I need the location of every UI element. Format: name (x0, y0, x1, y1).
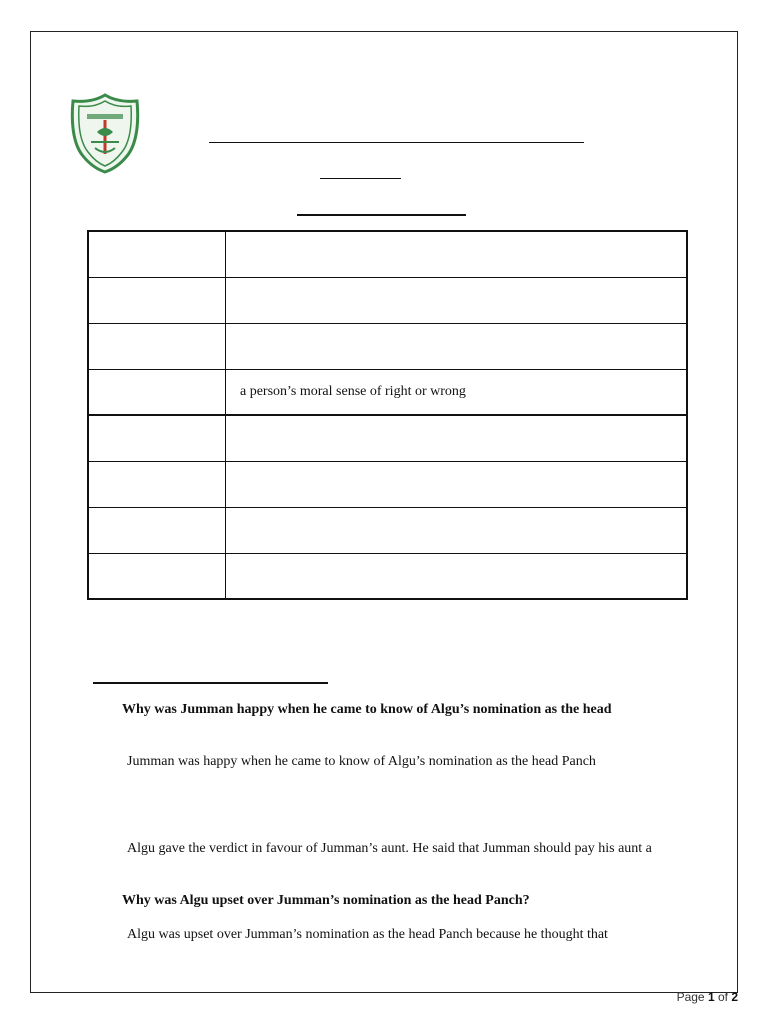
of-label: of (714, 990, 732, 1004)
word-cell (88, 415, 226, 461)
vocabulary-table (87, 230, 688, 600)
meaning-cell (226, 461, 688, 507)
section-heading-underline (297, 214, 466, 216)
school-crest-icon (67, 92, 143, 174)
answer-3: Algu was upset over Jumman’s nomination as the head Panch because he thought that (127, 927, 608, 942)
page-label: Page (676, 990, 708, 1004)
current-page: 1 (707, 990, 715, 1004)
table-row (88, 231, 687, 277)
word-cell (88, 553, 226, 599)
table-row (88, 277, 687, 323)
meaning-cell (226, 553, 688, 599)
meaning-cell (226, 277, 688, 323)
questions-heading-underline (93, 682, 328, 684)
title-underline (209, 142, 584, 143)
table-row (88, 553, 687, 599)
meaning-cell: a person’s moral sense of right or wrong (226, 369, 688, 415)
word-cell (88, 277, 226, 323)
table-row (88, 507, 687, 553)
table-row (88, 323, 687, 369)
question-1: Why was Jumman happy when he came to know of Algu’s nomination as the head (122, 702, 612, 717)
word-cell (88, 461, 226, 507)
word-cell (88, 369, 226, 415)
word-cell (88, 507, 226, 553)
table-row (88, 415, 687, 461)
word-cell (88, 323, 226, 369)
meaning-cell (226, 507, 688, 553)
question-3: Why was Algu upset over Jumman’s nomination as the head Panch? (122, 893, 530, 908)
table-row (88, 369, 687, 415)
meaning-cell (226, 415, 688, 461)
word-cell (88, 231, 226, 277)
total-pages: 2 (731, 990, 738, 1004)
meaning-cell (226, 231, 688, 277)
subtitle-underline (320, 178, 401, 179)
answer-2: Algu gave the verdict in favour of Jumman’s aunt. He said that Jumman should pay his aunt a (127, 841, 652, 856)
page-number (677, 990, 738, 1004)
answer-1: Jumman was happy when he came to know of Algu’s nomination as the head Panch (127, 754, 596, 769)
meaning-cell (226, 323, 688, 369)
table-row (88, 461, 687, 507)
